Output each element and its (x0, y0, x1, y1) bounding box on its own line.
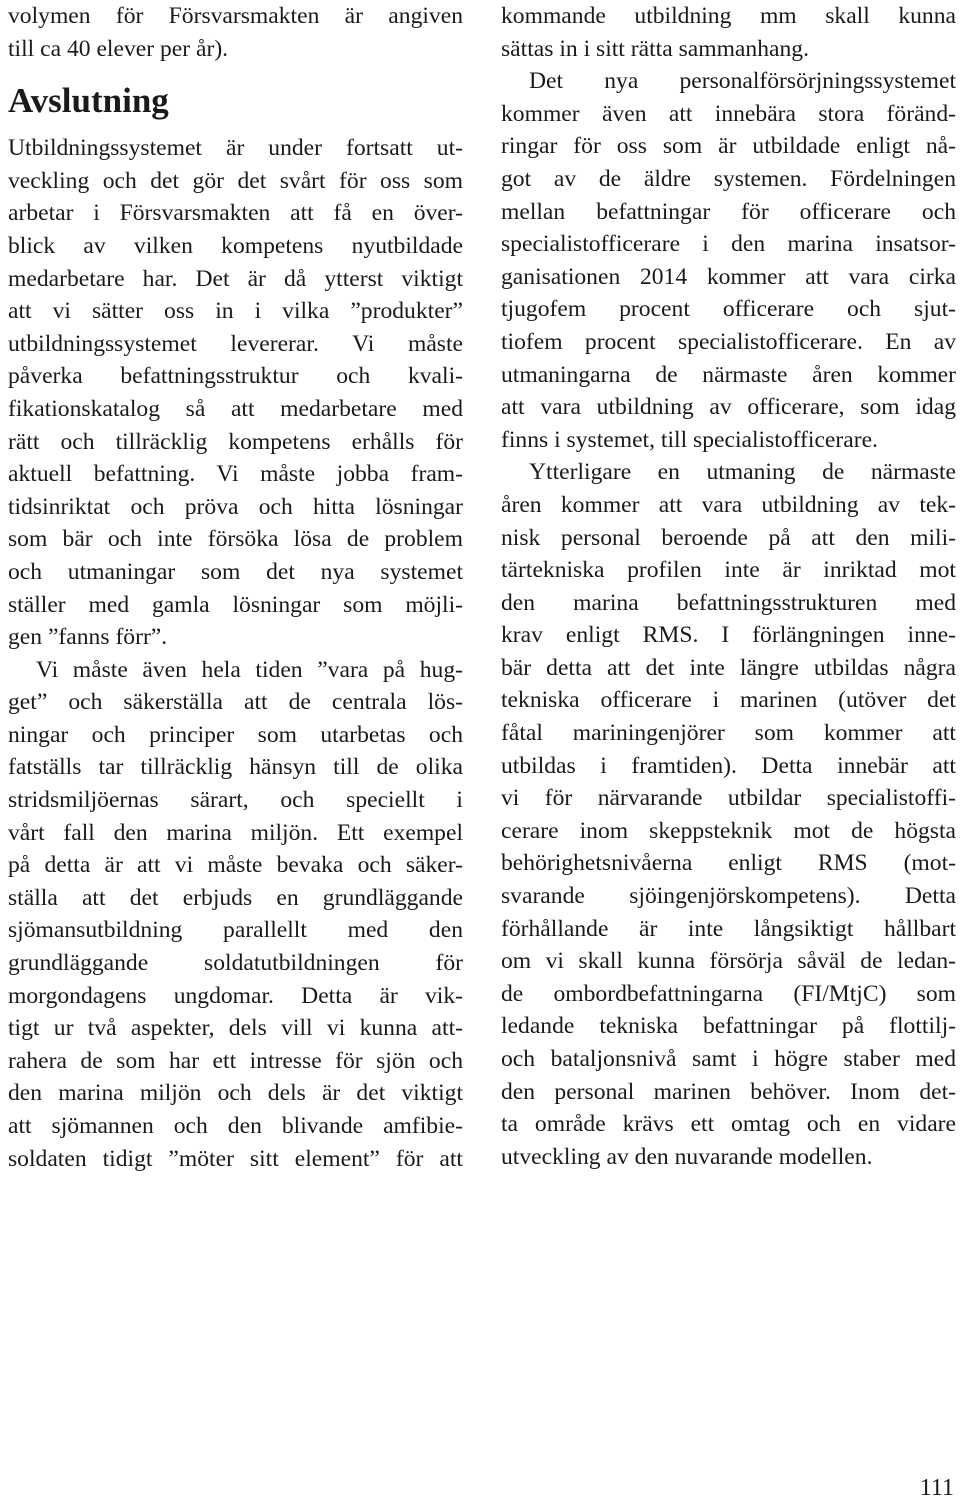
text-line: om vi skall kunna försörja såväl de ledan- (501, 948, 956, 975)
text-line: att sjömannen och den blivande amfibie- (8, 1113, 463, 1139)
text-line: och utmaningar som det nya systemet (8, 558, 463, 585)
paragraph-personnel-system (501, 65, 956, 456)
text-line: svarande sjöingenjörskompetens). Detta (501, 883, 956, 910)
text-line: sjömansutbildning parallellt med den (8, 917, 463, 944)
text-line: rätt och tillräcklig kompetens erhålls för (8, 428, 463, 455)
text-line: blick av vilken kompetens nyutbildade (8, 232, 463, 259)
text-line: cerare inom skeppsteknik mot de högsta (501, 817, 956, 844)
text-line: vårt fall den marina miljön. Ett exempel (8, 819, 463, 846)
text-line: tiofem procent specialistofficerare. En av (501, 328, 956, 355)
text-line: den personal marinen behöver. Inom det- (501, 1078, 956, 1105)
text-line: som bär och inte försöka lösa de problem (8, 526, 463, 553)
intro-paragraph (8, 0, 463, 65)
text-line: till ca 40 elever per år). (8, 35, 229, 62)
text-line: sättas in i sitt rätta sammanhang. (501, 35, 809, 62)
text-line: den marina miljön och dels är det viktigt (8, 1080, 463, 1107)
text-line: Vi måste även hela tiden ”vara på hug- (36, 656, 463, 683)
text-line: den marina befattningsstrukturen med (501, 589, 956, 616)
text-line: tigt ur två aspekter, dels vill vi kunna att- (8, 1015, 463, 1042)
text-line: specialistofficerare i den marina insatsor- (501, 231, 956, 258)
text-line: soldaten tidigt ”möter sitt element” för att (8, 1145, 463, 1172)
text-line: grundläggande soldatutbildningen för (8, 950, 463, 977)
paragraph-continuation (501, 0, 956, 65)
text-line: behörighetsnivåerna enligt RMS (mot- (501, 850, 956, 877)
text-line: vi för närvarande utbildar specialistoffi- (501, 785, 956, 812)
right-column (501, 0, 956, 1173)
text-line: got av de äldre systemen. Fördelningen (501, 165, 956, 192)
text-line: bär detta att det inte längre utbildas några (501, 654, 956, 681)
paragraph-technical-personnel (501, 456, 956, 1173)
text-line: Det nya personalförsörjningssystemet (529, 68, 956, 95)
text-line: medarbetare har. Det är då ytterst viktigt (8, 265, 463, 292)
text-line: på detta är att vi måste bevaka och säker- (8, 852, 463, 879)
text-line: utveckling av den nuvarande modellen. (501, 1143, 873, 1170)
text-line: förhållande är inte långsiktigt hållbart (501, 915, 956, 942)
text-line: ta område krävs ett omtag och en vidare (501, 1111, 956, 1138)
text-line: fåtal mariningenjörer som kommer att (501, 720, 956, 747)
text-line: tärtekniska profilen inte är inriktad mot (501, 557, 956, 584)
text-line: de ombordbefattningarna (FI/MtjC) som (501, 980, 956, 1007)
text-line: ledande tekniska befattningar på flottilj- (501, 1013, 956, 1040)
text-line: åren kommer att vara utbildning av tek- (501, 491, 956, 518)
text-line: att vi sätter oss in i vilka ”produkter” (8, 298, 463, 325)
text-line: rahera de som har ett intresse för sjön och (8, 1047, 463, 1074)
text-line: gen ”fanns förr”. (8, 624, 168, 651)
paragraph-2 (8, 654, 463, 1176)
text-line: veckling och det gör det svårt för oss som (8, 167, 463, 194)
text-line: ringar för oss som är utbildade enligt nå- (501, 133, 956, 160)
text-line: stridsmiljöernas särart, och speciellt i (8, 787, 463, 814)
text-line: ställa att det erbjuds en grundläggande (8, 884, 463, 911)
text-line: och bataljonsnivå samt i högre staber med (501, 1046, 956, 1072)
paragraph-1 (8, 132, 463, 654)
text-line: tidsinriktat och pröva och hitta lösningar (8, 493, 463, 520)
text-line: aktuell befattning. Vi måste jobba fram- (8, 461, 463, 488)
text-line: påverka befattningsstruktur och kvali- (8, 363, 463, 390)
text-line: tjugofem procent officerare och sjut- (501, 296, 956, 323)
text-line: fatställs tar tillräcklig hänsyn till de olika (8, 754, 463, 781)
text-line: finns i systemet, till specialistofficerare. (501, 426, 878, 453)
text-line: att vara utbildning av officerare, som idag (501, 394, 956, 421)
text-line: kommer även att innebära stora föränd- (501, 100, 956, 127)
text-line: utbildas i framtiden). Detta innebär att (501, 752, 956, 779)
text-line: tekniska officerare i marinen (utöver det (501, 687, 956, 714)
page-number: 111 (919, 1475, 954, 1501)
text-line: get” och säkerställa att de centrala lös- (8, 689, 463, 716)
text-line: ställer med gamla lösningar som möjli- (8, 591, 463, 618)
text-line: ganisationen 2014 kommer att vara cirka (501, 263, 956, 290)
text-line: Ytterligare en utmaning de närmaste (529, 459, 956, 486)
text-line: utbildningssystemet levererar. Vi måste (8, 330, 463, 357)
left-column (8, 0, 463, 1175)
section-heading: Avslutning (8, 81, 169, 121)
text-line: kommande utbildning mm skall kunna (501, 3, 956, 29)
text-line: volymen för Försvarsmakten är angiven (8, 3, 463, 29)
text-line: utmaningarna de närmaste åren kommer (501, 361, 956, 388)
text-line: krav enligt RMS. I förlängningen inne- (501, 622, 956, 649)
text-line: Utbildningssystemet är under fortsatt ut- (8, 135, 463, 162)
text-line: ningar och principer som utarbetas och (8, 721, 463, 748)
text-line: morgondagens ungdomar. Detta är vik- (8, 982, 463, 1009)
text-line: arbetar i Försvarsmakten att få en över- (8, 200, 463, 227)
text-line: mellan befattningar för officerare och (501, 198, 956, 225)
text-line: fikationskatalog så att medarbetare med (8, 395, 463, 422)
text-line: nisk personal beroende på att den mili- (501, 524, 956, 551)
